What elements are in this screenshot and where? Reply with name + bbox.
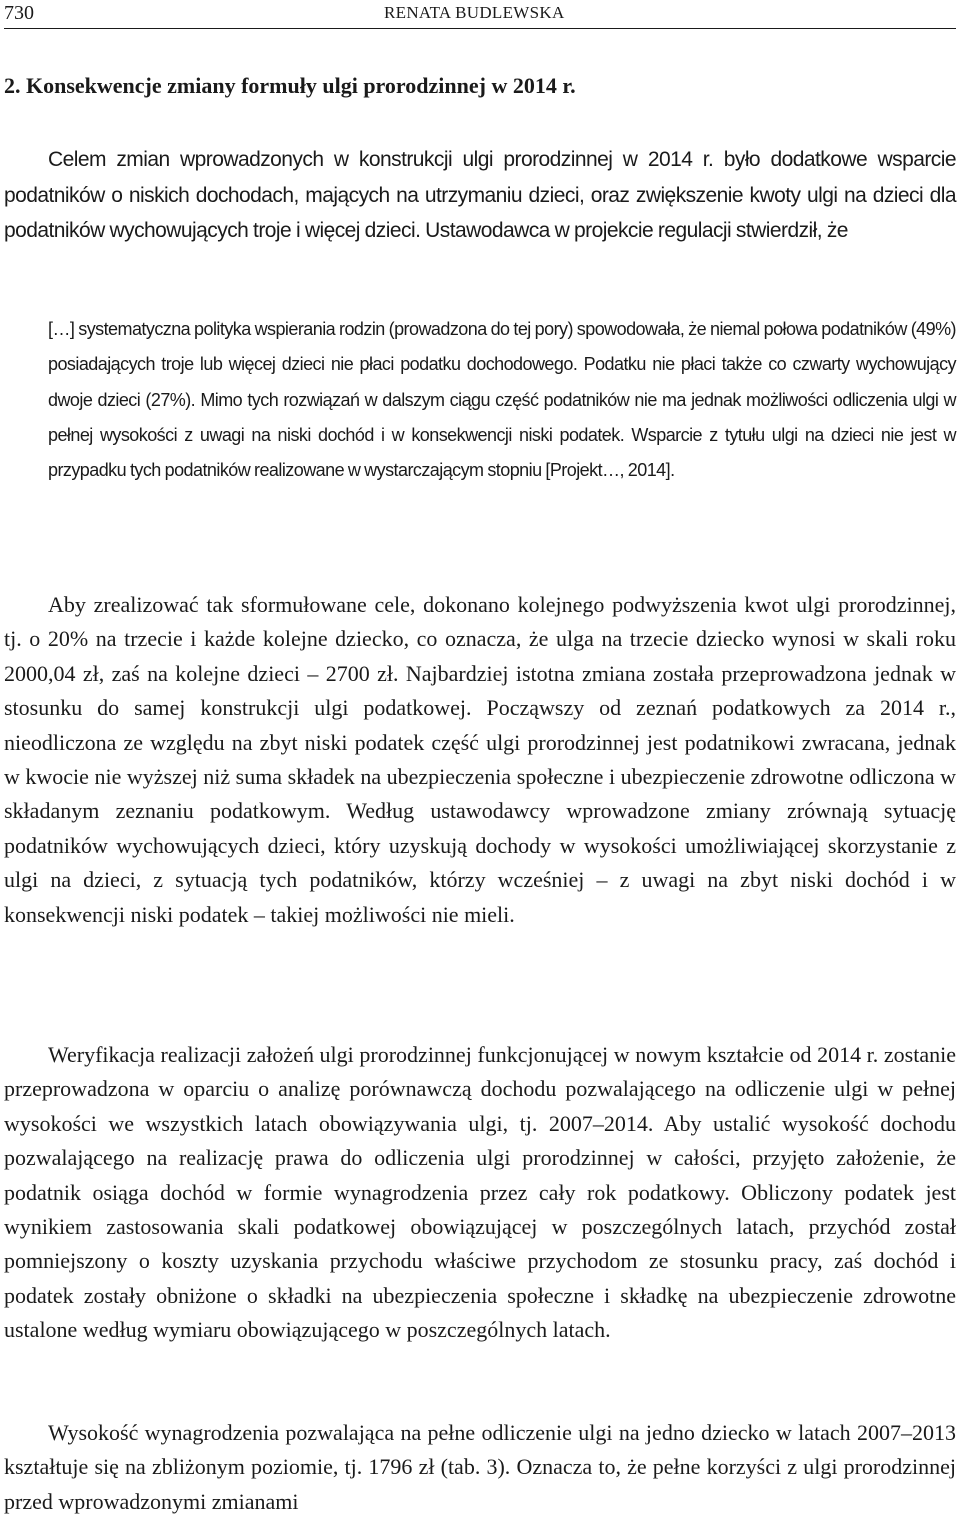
section-heading: 2. Konsekwencje zmiany formuły ulgi prorodzinnej w 2014 r. (4, 73, 576, 98)
page-number: 730 (4, 2, 34, 24)
block-quote: […] systematyczna polityka wspierania rodzin (prowadzona do tej pory) spowodowała, że niemal połowa podatników (49%) posiadających troje lub więcej dzieci nie płaci podatku dochodowego. Podatku nie płaci także co czwarty wychowujący dwoje dzieci (27%). Mimo tych rozwiązań w dalszym ciągu część podatników nie ma jednak możliwości odliczenia ulgi w pełnej wysokości z uwagi na niski dochód i w konsekwencji niski podatek. Wsparcie z tytułu ulgi na dzieci nie jest w przypadku tych podatników realizowane w wystarczającym stopniu [Projekt…, 2014]. (48, 319, 956, 481)
running-header-author: RENATA BUDLEWSKA (384, 3, 565, 22)
document-page (4, 0, 956, 1514)
body-paragraph: Celem zmian wprowadzonych w konstrukcji ulgi prorodzinnej w 2014 r. było dodatkowe wsparcie podatników o niskich dochodach, mających na utrzymaniu dzieci, oraz zwiększenie kwoty ulgi na dzieci dla podatników wychowujących troje i więcej dzieci. Ustawodawca w projekcie regulacji stwierdził, że (4, 148, 956, 242)
header-divider (4, 28, 956, 29)
body-paragraph: Weryfikacja realizacji założeń ulgi prorodzinnej funkcjonującej w nowym kształcie od 2014 r. zostanie przeprowadzona w oparciu o analizę porównawczą dochodu pozwalającego na odliczenie ulgi w pełnej wysokości we wszystkich latach obowiązywania ulgi, tj. 2007–2014. Aby ustalić wysokość dochodu pozwalającego na realizację prawa do odliczenia ulgi prorodzinnej w całości, przyjęto założenie, że podatnik osiąga dochód w formie wynagrodzenia przez cały rok podatkowy. Obliczony podatek jest wynikiem zastosowania skali podatkowej obowiązującej w poszczególnych latach, przychód został pomniejszony o koszty uzyskania przychodu właściwe przychodom ze stosunku pracy, zaś dochód i podatek zostały obniżone o składki na ubezpieczenia społeczne i składkę na ubezpieczenie zdrowotne ustalone według wymiaru obowiązującego w poszczególnych latach. (4, 1042, 956, 1343)
body-paragraph: Wysokość wynagrodzenia pozwalająca na pełne odliczenie ulgi na jedno dziecko w latach 2007–2013 kształtuje się na zbliżonym poziomie, tj. 1796 zł (tab. 3). Oznacza to, że pełne korzyści z ulgi prorodzinnej przed wprowadzonymi zmianami (4, 1420, 956, 1514)
body-paragraph: Aby zrealizować tak sformułowane cele, dokonano kolejnego podwyższenia kwot ulgi prorodzinnej, tj. o 20% na trzecie i każde kolejne dziecko, co oznacza, że ulga na trzecie dziecko wynosi w skali roku 2000,04 zł, zaś na kolejne dzieci – 2700 zł. Najbardziej istotna zmiana została przeprowadzona jednak w stosunku do samej konstrukcji ulgi podatkowej. Począwszy od zeznań podatkowych za 2014 r., nieodliczona ze względu na zbyt niski podatek część ulgi prorodzinnej jest podatnikowi zwracana, jednak w kwocie nie wyższej niż suma składek na ubezpieczenia społeczne i ubezpieczenie zdrowotne odliczona w składanym zeznaniu podatkowym. Według ustawodawcy wprowadzone zmiany zrównają sytuację podatników wychowujących dzieci, który uzyskują dochody w wysokości umożliwiającej skorzystanie z ulgi na dzieci, z sytuacją tych podatników, którzy wcześniej – z uwagi na zbyt niski dochód i w konsekwencji niski podatek – takiej możliwości nie mieli. (4, 592, 956, 927)
running-header (4, 0, 956, 26)
